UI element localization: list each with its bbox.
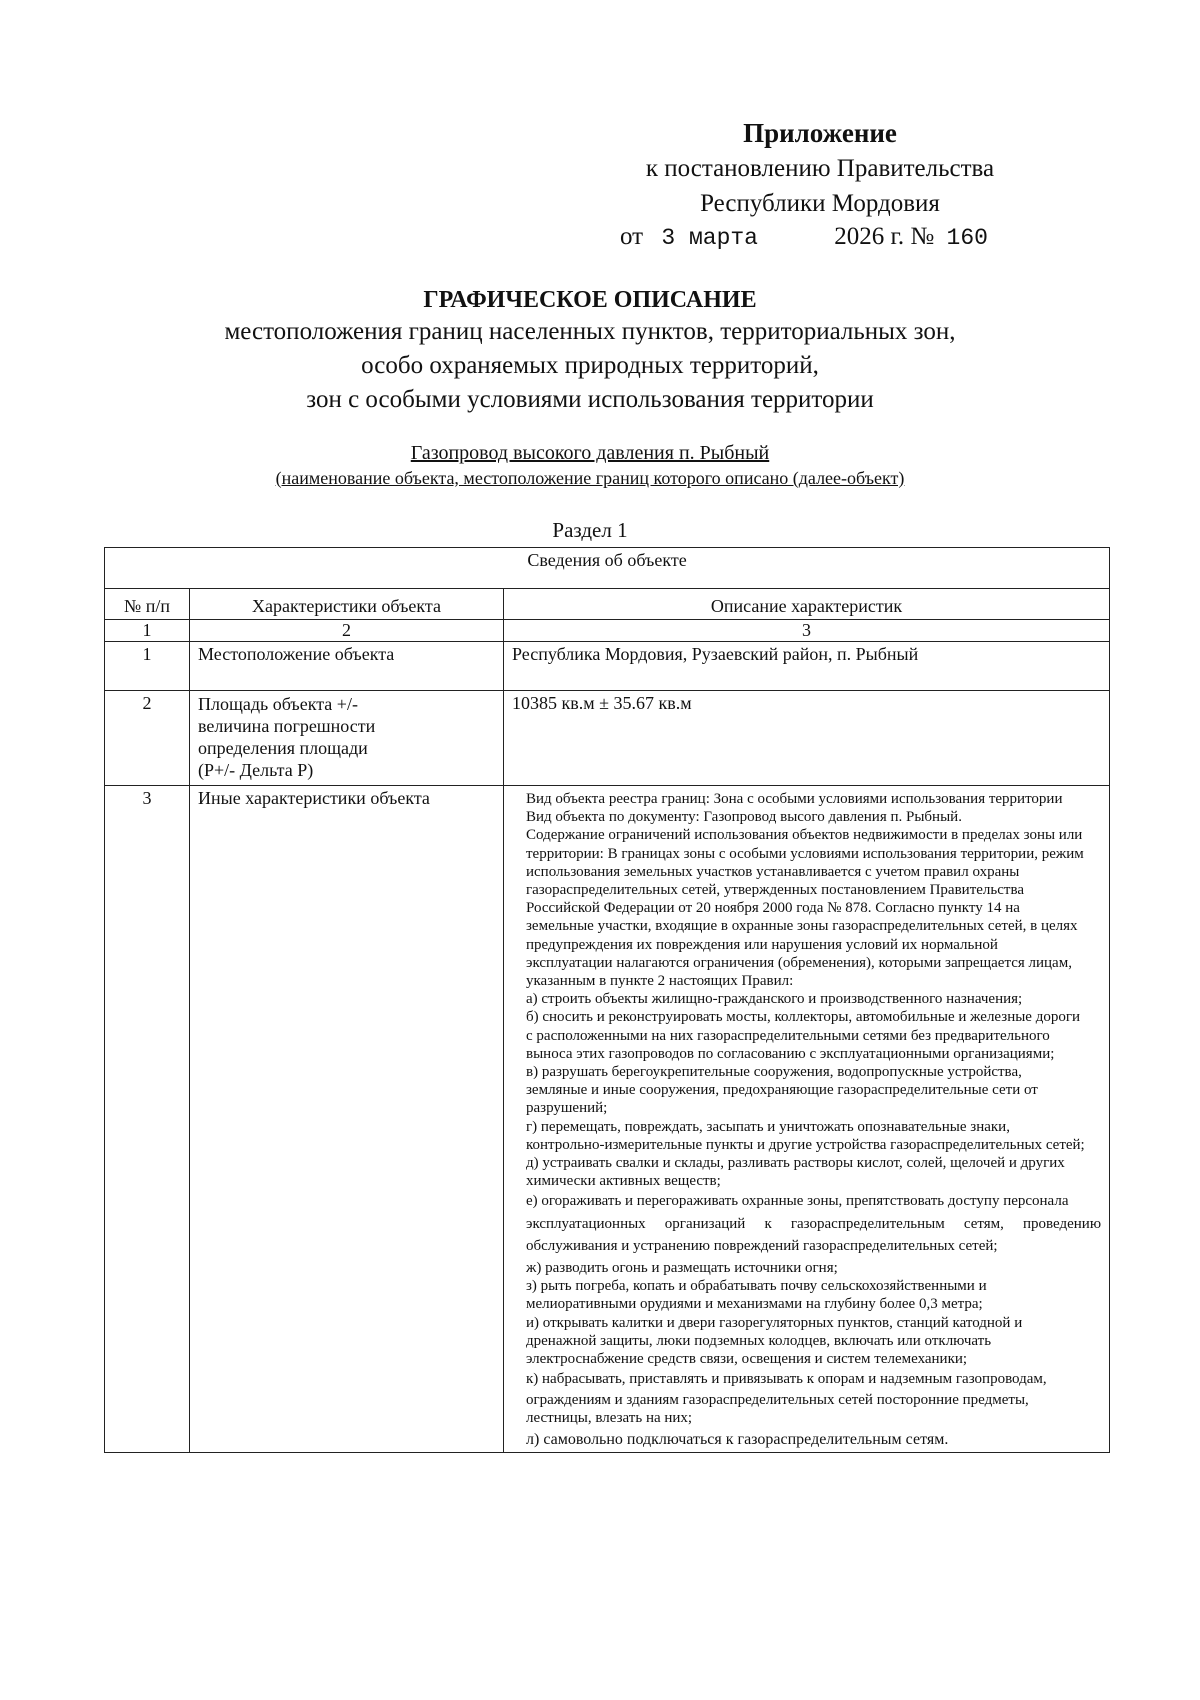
row-description: Республика Мордовия, Рузаевский район, п. Рыбный	[504, 642, 1110, 691]
table-caption: Сведения об объекте	[105, 548, 1110, 589]
header-description: Описание характеристик	[504, 589, 1110, 620]
index-cell: 1	[105, 620, 190, 642]
table-index-row	[105, 620, 1110, 642]
header-number: № п/п	[105, 589, 190, 620]
restriction-line: выноса этих газопроводов по согласованию с эксплуатационными организациями;	[526, 1045, 1055, 1062]
restriction-line: указанным в пункте 2 настоящих Правил:	[526, 973, 794, 990]
restriction-line: земляные и иные сооружения, предохраняющие газораспределительные сети от	[526, 1082, 1038, 1099]
table-header-row	[105, 589, 1110, 620]
header-characteristic: Характеристики объекта	[190, 589, 504, 620]
row-description: 10385 кв.м ± 35.67 кв.м	[504, 691, 1110, 786]
table-row	[105, 786, 1110, 1453]
restriction-line: а) строить объекты жилищно-гражданского и производственного назначения;	[526, 991, 1023, 1008]
row-characteristic: Местоположение объекта	[190, 642, 504, 691]
appendix-line-1: к постановлению Правительства	[645, 155, 995, 182]
restriction-line: и) открывать калитки и двери газорегуляторных пунктов, станций катодной и	[526, 1314, 1023, 1331]
restriction-line: эксплуатационных организаций к газораспределительным сетям, проведению	[526, 1215, 1102, 1232]
date-value: 3 марта	[661, 225, 758, 251]
restriction-line: б) сносить и реконструировать мосты, коллекторы, автомобильные и железные дороги	[526, 1009, 1081, 1026]
table-row	[105, 691, 1110, 786]
characteristic-line: (P+/- Дельта P)	[198, 760, 314, 780]
table-caption-row	[105, 548, 1110, 589]
row-number: 1	[105, 642, 190, 691]
restriction-line: к) набрасывать, приставлять и привязывать к опорам и надземным газопроводам,	[526, 1371, 1047, 1388]
restriction-line: использования земельных участков устанавливается с учетом правил охраны	[526, 863, 1020, 880]
document-title: ГРАФИЧЕСКОЕ ОПИСАНИЕ	[423, 287, 757, 313]
restriction-line: газораспределительных сетей, утвержденных постановлением Правительства	[526, 882, 1024, 899]
index-cell: 2	[190, 620, 504, 642]
section-label: Раздел 1	[552, 518, 628, 542]
decree-date-line	[620, 223, 1040, 251]
restriction-line: Содержание ограничений использования объектов недвижимости в пределах зоны или	[526, 827, 1083, 844]
restriction-line: з) рыть погреба, копать и обрабатывать почву сельскохозяйственными и	[526, 1278, 987, 1295]
restriction-line: ж) разводить огонь и размещать источники огня;	[526, 1260, 838, 1277]
document-subtitle-3: зон с особыми условиями использования территории	[306, 386, 874, 413]
date-year: 2026 г. №	[834, 223, 935, 250]
row-characteristic: Иные характеристики объекта	[190, 786, 504, 1453]
row-description-restrictions	[504, 786, 1110, 1453]
restriction-line: лестницы, влезать на них;	[526, 1409, 693, 1426]
appendix-title: Приложение	[743, 118, 897, 148]
characteristic-line: величина погрешности	[198, 716, 376, 736]
decree-number: 160	[946, 225, 988, 251]
row-characteristic	[190, 691, 504, 786]
document-subtitle-2: особо охраняемых природных территорий,	[361, 352, 819, 379]
document-subtitle-1: местоположения границ населенных пунктов, территориальных зон,	[224, 318, 956, 345]
restriction-line: г) перемещать, повреждать, засыпать и уничтожать опознавательные знаки,	[526, 1118, 1010, 1135]
object-info-table	[104, 547, 1110, 1453]
appendix-line-2: Республики Мордовия	[700, 190, 940, 217]
restriction-line: химически активных веществ;	[526, 1173, 721, 1190]
restriction-line: Российской Федерации от 20 ноября 2000 года № 878. Согласно пункту 14 на	[526, 900, 1020, 917]
characteristic-line: определения площади	[198, 738, 368, 758]
date-prefix: от	[620, 223, 644, 250]
restriction-line: электроснабжение средств связи, освещения и систем телемеханики;	[526, 1351, 968, 1368]
restriction-line: д) устраивать свалки и склады, разливать растворы кислот, солей, щелочей и других	[526, 1155, 1065, 1172]
row-number: 2	[105, 691, 190, 786]
restriction-line: Вид объекта по документу: Газопровод высого давления п. Рыбный.	[526, 809, 962, 826]
index-cell: 3	[504, 620, 1110, 642]
object-caption: (наименование объекта, местоположение границ которого описано (далее-объект)	[275, 468, 905, 488]
restriction-line: Вид объекта реестра границ: Зона с особыми условиями использования территории	[526, 791, 1063, 807]
restriction-line: ограждениям и зданиям газораспределительных сетей посторонние предметы,	[526, 1391, 1029, 1408]
restriction-line: с расположенными на них газораспределительными сетями без предварительного	[526, 1027, 1050, 1044]
restriction-line: мелиоративными орудиями и механизмами на глубину более 0,3 метра;	[526, 1296, 983, 1313]
restriction-line: обслуживания и устранению повреждений газораспределительных сетей;	[526, 1237, 998, 1254]
restriction-line: земельные участки, входящие в охранные зоны газораспределительных сетей, в целях	[526, 918, 1078, 935]
table-row	[105, 642, 1110, 691]
restriction-line: дренажной защиты, люки подземных колодцев, включать или отключать	[526, 1332, 992, 1349]
object-name: Газопровод высокого давления п. Рыбный	[410, 442, 770, 464]
restriction-line: в) разрушать берегоукрепительные сооружения, водопропускные устройства,	[526, 1064, 1022, 1081]
restriction-line: территории: В границах зоны с особыми условиями использования территории, режим	[526, 845, 1084, 862]
restriction-line: контрольно-измерительные пункты и другие устройства газораспределительных сетей;	[526, 1136, 1085, 1153]
row-number: 3	[105, 786, 190, 1453]
restriction-line: предупреждения их повреждения или нарушения условий их нормальной	[526, 936, 998, 953]
restriction-line: эксплуатации налагаются ограничения (обременения), которыми запрещается лицам,	[526, 954, 1072, 971]
restriction-line: е) огораживать и перегораживать охранные зоны, препятствовать доступу персонала	[526, 1193, 1069, 1210]
characteristic-line: Площадь объекта +/-	[198, 694, 358, 714]
restriction-line: л) самовольно подключаться к газораспределительным сетям.	[526, 1430, 949, 1448]
restriction-line: разрушений;	[526, 1100, 608, 1117]
